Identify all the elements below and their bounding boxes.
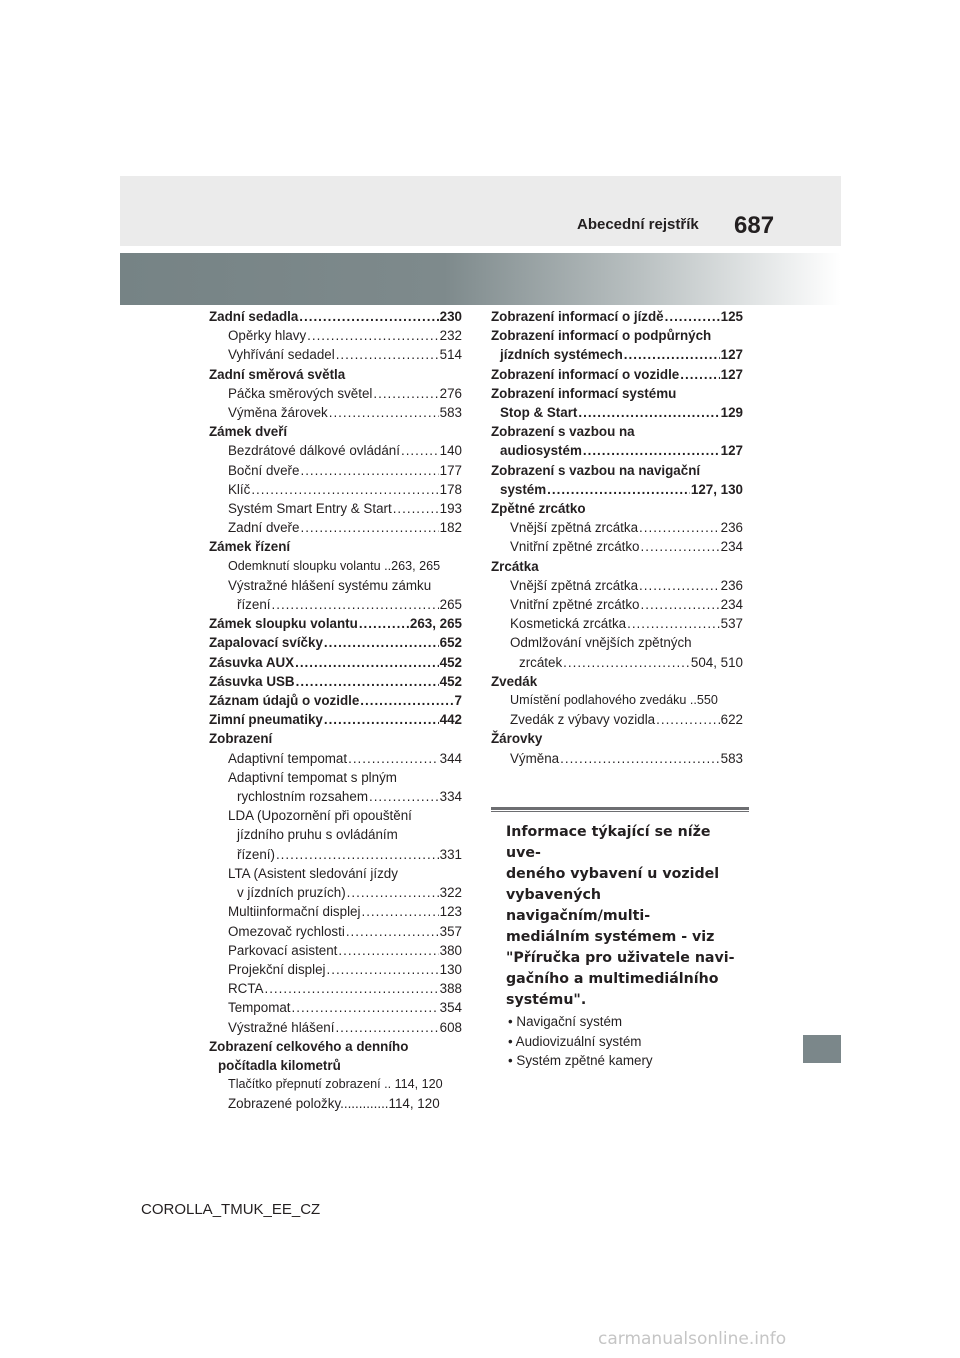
index-entry-label: Omezovač rychlosti bbox=[228, 923, 345, 939]
dot-leader bbox=[665, 307, 720, 326]
index-entry-page: 265 bbox=[439, 597, 462, 613]
index-entry-page: 236 bbox=[720, 520, 743, 536]
dot-leader bbox=[299, 307, 438, 326]
index-entry-page: 380 bbox=[439, 942, 462, 958]
page-number: 687 bbox=[734, 212, 775, 239]
dot-leader bbox=[324, 710, 439, 729]
index-entry-page: 388 bbox=[439, 981, 462, 997]
index-entry bbox=[209, 365, 462, 384]
index-entry bbox=[491, 403, 743, 422]
index-entry bbox=[209, 653, 462, 672]
dot-leader bbox=[360, 691, 453, 710]
index-entry-label: Žárovky bbox=[491, 731, 543, 747]
index-entry-page: 127, 130 bbox=[690, 481, 743, 497]
index-entry-label: Tempomat bbox=[228, 1000, 291, 1016]
index-entry-label: Vnitřní zpětné zrcátko bbox=[510, 539, 640, 555]
index-entry bbox=[209, 710, 462, 729]
index-entry bbox=[491, 345, 743, 364]
index-entry-label: Zadní dveře bbox=[228, 520, 300, 536]
index-entry bbox=[209, 403, 462, 422]
index-entry-label: Zadní směrová světla bbox=[209, 366, 346, 382]
index-entry-page: 193 bbox=[439, 501, 462, 517]
index-entry-page: 127 bbox=[720, 347, 743, 363]
dot-leader bbox=[624, 345, 720, 364]
index-entry-page: 230 bbox=[439, 309, 462, 324]
index-entry-page: 357 bbox=[439, 923, 462, 939]
index-entry bbox=[491, 691, 743, 710]
index-entry-label: Páčka směrových světel bbox=[228, 385, 373, 401]
index-entry-page: 452 bbox=[439, 673, 462, 689]
watermark: carmanualsonline.info bbox=[598, 1329, 787, 1349]
footer-model-code: COROLLA_TMUK_EE_CZ bbox=[141, 1201, 321, 1218]
dot-leader bbox=[393, 499, 439, 518]
index-entry-page: 234 bbox=[720, 539, 743, 555]
dot-leader bbox=[641, 595, 720, 614]
index-entry-page: 263, 265 bbox=[409, 616, 462, 632]
index-entry bbox=[209, 326, 462, 345]
index-entry-label: Stop & Start bbox=[500, 405, 578, 421]
index-entry bbox=[491, 480, 743, 499]
dot-leader bbox=[578, 403, 719, 422]
index-entry-label: Opěrky hlavy bbox=[228, 328, 307, 344]
index-entry bbox=[209, 883, 462, 902]
section-title: Abecední rejstřík bbox=[577, 216, 699, 233]
index-entry-page: 652 bbox=[439, 635, 462, 651]
index-entry-page: 232 bbox=[439, 328, 462, 344]
dot-leader bbox=[272, 595, 439, 614]
index-entry-page: 7 bbox=[454, 693, 462, 709]
index-entry-label: Zobrazené položky.............114, 120 bbox=[228, 1096, 440, 1112]
index-entry-page: 129 bbox=[720, 405, 743, 421]
index-entry-label: Adaptivní tempomat bbox=[228, 750, 348, 766]
index-entry bbox=[209, 922, 462, 941]
notice-divider bbox=[491, 807, 749, 812]
notice-heading-line: "Příručka pro uživatele navi- bbox=[506, 950, 735, 966]
index-entry-label: rychlostním rozsahem bbox=[237, 789, 368, 805]
index-entry-label: Zobrazení celkového a denního bbox=[209, 1038, 409, 1054]
index-entry-label: jízdního pruhu s ovládáním bbox=[237, 827, 398, 843]
index-entry-page: 452 bbox=[439, 654, 462, 670]
index-entry-page: 127 bbox=[720, 443, 743, 459]
dot-leader bbox=[327, 960, 439, 979]
index-entry bbox=[209, 787, 462, 806]
header-band bbox=[120, 176, 841, 246]
index-entry-label: Zobrazení informací o jízdě bbox=[491, 309, 664, 324]
index-entry bbox=[491, 307, 743, 326]
dot-leader bbox=[373, 384, 438, 403]
index-entry-page: 334 bbox=[439, 789, 462, 805]
dot-leader bbox=[292, 998, 439, 1017]
index-entry bbox=[209, 557, 462, 576]
dot-leader bbox=[560, 749, 720, 768]
notice-heading-line: systému". bbox=[506, 992, 587, 1008]
index-entry-label: systém bbox=[500, 481, 547, 497]
index-entry-label: Odemknutí sloupku volantu ..263, 265 bbox=[228, 558, 441, 573]
index-entry-label: Boční dveře bbox=[228, 462, 300, 478]
index-entry-label: Zobrazení informací o vozidle bbox=[491, 366, 680, 382]
index-entry-label: LDA (Upozornění při opouštění bbox=[228, 808, 412, 824]
index-entry-page: 514 bbox=[439, 347, 462, 363]
index-entry bbox=[491, 710, 743, 729]
index-entry-page: 123 bbox=[439, 904, 462, 920]
index-entry-label: Kosmetická zrcátka bbox=[510, 616, 627, 632]
dot-leader bbox=[264, 979, 438, 998]
index-entry bbox=[491, 653, 743, 672]
index-entry-label: Zásuvka USB bbox=[209, 673, 295, 689]
dot-leader bbox=[547, 480, 690, 499]
index-entry bbox=[209, 307, 462, 326]
index-entry bbox=[209, 998, 462, 1017]
index-entry-page: 125 bbox=[720, 309, 743, 324]
index-entry-page: 354 bbox=[439, 1000, 462, 1016]
index-entry bbox=[491, 633, 743, 652]
index-entry-label: Zapalovací svíčky bbox=[209, 635, 323, 651]
index-entry bbox=[209, 979, 462, 998]
index-entry-page: 331 bbox=[439, 846, 462, 862]
dot-leader bbox=[300, 461, 438, 480]
index-entry bbox=[491, 422, 743, 441]
index-entry bbox=[209, 806, 462, 825]
index-entry bbox=[209, 384, 462, 403]
index-entry-label: Výstražné hlášení bbox=[228, 1019, 335, 1035]
index-entry-label: audiosystém bbox=[500, 443, 582, 459]
index-entry bbox=[209, 633, 462, 652]
dot-leader bbox=[324, 633, 439, 652]
dot-leader bbox=[300, 518, 438, 537]
index-entry-label: Zpětné zrcátko bbox=[491, 501, 586, 517]
index-entry-page: 127 bbox=[720, 366, 743, 382]
index-entry bbox=[209, 902, 462, 921]
notice-list-item: • Systém zpětné kamery bbox=[508, 1053, 653, 1068]
index-entry-page: 130 bbox=[439, 961, 462, 977]
index-entry-page: 537 bbox=[720, 616, 743, 632]
dot-leader bbox=[295, 653, 439, 672]
index-entry-page: 234 bbox=[720, 597, 743, 613]
index-entry bbox=[209, 691, 462, 710]
dot-leader bbox=[583, 441, 720, 460]
index-entry bbox=[209, 499, 462, 518]
index-entry-label: Zadní sedadla bbox=[209, 309, 299, 324]
notice-list bbox=[491, 1012, 749, 1071]
index-entry bbox=[209, 729, 462, 748]
index-entry-page: 583 bbox=[439, 405, 462, 421]
index-entry-label: Vyhřívání sedadel bbox=[228, 347, 335, 363]
notice-heading-line: vybavených navigačním/multi- bbox=[506, 887, 651, 924]
index-entry bbox=[209, 941, 462, 960]
index-entry-label: Výměna bbox=[510, 750, 560, 766]
index-entry-label: Klíč bbox=[228, 481, 251, 497]
index-entry bbox=[209, 1037, 462, 1056]
index-entry-label: Umístění podlahového zvedáku ..550 bbox=[510, 693, 718, 708]
index-entry bbox=[209, 845, 462, 864]
dot-leader bbox=[401, 441, 439, 460]
index-entry bbox=[491, 365, 743, 384]
index-entry-label: Zrcátka bbox=[491, 558, 539, 574]
index-entry-page: 140 bbox=[439, 443, 462, 459]
dot-leader bbox=[639, 518, 720, 537]
index-entry-label: Vnější zpětná zrcátka bbox=[510, 520, 639, 536]
index-entry bbox=[491, 326, 743, 345]
index-entry bbox=[209, 864, 462, 883]
dot-leader bbox=[369, 787, 439, 806]
index-entry bbox=[209, 595, 462, 614]
dot-leader bbox=[251, 480, 438, 499]
index-entry bbox=[209, 576, 462, 595]
index-entry-label: Výstražné hlášení systému zámku bbox=[228, 577, 432, 593]
index-entry bbox=[209, 672, 462, 691]
index-entry-label: Zámek dveří bbox=[209, 424, 288, 440]
index-entry bbox=[209, 441, 462, 460]
index-entry-label: Systém Smart Entry & Start bbox=[228, 501, 392, 517]
index-entry bbox=[209, 518, 462, 537]
index-entry bbox=[209, 537, 462, 556]
index-entry-page: 504, 510 bbox=[690, 654, 743, 670]
notice-heading-line: gačního a multimediálního bbox=[506, 971, 719, 987]
index-entry-page: 177 bbox=[439, 462, 462, 478]
index-entry bbox=[491, 499, 743, 518]
index-entry-label: Zobrazení s vazbou na navigační bbox=[491, 462, 701, 478]
index-entry-label: Zámek řízení bbox=[209, 539, 291, 555]
index-entry bbox=[491, 384, 743, 403]
notice-heading-line: deného vybavení u vozidel bbox=[506, 866, 720, 882]
index-entry bbox=[209, 1075, 462, 1094]
dot-leader bbox=[627, 614, 720, 633]
index-entry-label: Adaptivní tempomat s plným bbox=[228, 769, 397, 785]
notice-box bbox=[491, 807, 749, 1071]
index-entry bbox=[209, 1056, 462, 1075]
notice-heading bbox=[491, 822, 749, 1011]
index-entry bbox=[209, 480, 462, 499]
index-entry-label: Zobrazení informací o podpůrných bbox=[491, 328, 712, 344]
dot-leader bbox=[346, 922, 439, 941]
notice-heading-line: mediálním systémem - viz bbox=[506, 929, 715, 945]
index-entry bbox=[491, 518, 743, 537]
dot-leader bbox=[680, 365, 719, 384]
index-entry bbox=[491, 557, 743, 576]
index-entry-label: Zobrazení bbox=[209, 731, 273, 747]
index-entry bbox=[491, 729, 743, 748]
index-entry bbox=[491, 749, 743, 768]
dot-leader bbox=[336, 345, 439, 364]
index-entry bbox=[209, 422, 462, 441]
index-entry-label: Výměna žárovek bbox=[228, 405, 328, 421]
index-entry-label: jízdních systémech bbox=[500, 347, 623, 363]
dot-leader bbox=[307, 326, 439, 345]
notice-heading-line: Informace týkající se níže uve- bbox=[506, 824, 711, 861]
index-entry-label: řízení bbox=[237, 597, 271, 613]
index-entry-page: 178 bbox=[439, 481, 462, 497]
index-entry bbox=[209, 1018, 462, 1037]
index-entry-label: Tlačítko přepnutí zobrazení .. 114, 120 bbox=[228, 1077, 443, 1092]
index-entry-label: Zámek sloupku volantu bbox=[209, 616, 358, 632]
dot-leader bbox=[563, 653, 690, 672]
index-entry-page: 622 bbox=[720, 712, 743, 728]
dot-leader bbox=[276, 845, 439, 864]
index-entry-label: Zvedák z výbavy vozidla bbox=[510, 712, 656, 728]
index-entry-label: zrcátek bbox=[519, 654, 563, 670]
index-entry-label: Zobrazení s vazbou na bbox=[491, 424, 635, 440]
dot-leader bbox=[639, 576, 720, 595]
index-entry-page: 182 bbox=[439, 520, 462, 536]
index-entry-page: 583 bbox=[720, 750, 743, 766]
index-entry-label: Parkovací asistent bbox=[228, 942, 338, 958]
index-entry-label: Zimní pneumatiky bbox=[209, 712, 323, 728]
index-entry-label: Zobrazení informací systému bbox=[491, 385, 677, 401]
index-entry-label: Zásuvka AUX bbox=[209, 654, 295, 670]
index-entry-label: v jízdních pruzích) bbox=[237, 885, 346, 901]
dot-leader bbox=[656, 710, 720, 729]
index-entry bbox=[491, 672, 743, 691]
index-entry-page: 442 bbox=[439, 712, 462, 728]
decorative-gradient-band bbox=[120, 253, 841, 305]
index-entry-label: Zvedák bbox=[491, 673, 538, 689]
index-entry bbox=[491, 576, 743, 595]
notice-list-item: • Audiovizuální systém bbox=[508, 1033, 642, 1049]
dot-leader bbox=[347, 883, 439, 902]
index-entry bbox=[209, 345, 462, 364]
index-entry-page: 276 bbox=[439, 385, 462, 401]
index-entry-label: počítadla kilometrů bbox=[218, 1057, 341, 1073]
index-entry bbox=[491, 595, 743, 614]
index-entry-label: Odmlžování vnějších zpětných bbox=[510, 635, 692, 651]
notice-list-item: • Navigační systém bbox=[508, 1014, 623, 1029]
index-entry bbox=[209, 749, 462, 768]
index-entry bbox=[491, 537, 743, 556]
index-entry bbox=[209, 614, 462, 633]
dot-leader bbox=[329, 403, 439, 422]
dot-leader bbox=[338, 941, 438, 960]
dot-leader bbox=[296, 672, 439, 691]
index-entry-label: Záznam údajů o vozidle bbox=[209, 693, 360, 709]
index-column-left bbox=[209, 307, 462, 1114]
index-entry-page: 344 bbox=[439, 750, 462, 766]
index-entry-label: Vnitřní zpětné zrcátko bbox=[510, 597, 640, 613]
index-entry bbox=[491, 461, 743, 480]
index-entry bbox=[209, 768, 462, 787]
index-entry-page: 608 bbox=[439, 1019, 462, 1035]
index-entry bbox=[491, 441, 743, 460]
index-entry bbox=[209, 1094, 462, 1113]
index-entry-label: LTA (Asistent sledování jízdy bbox=[228, 865, 398, 881]
index-column-right bbox=[491, 307, 743, 768]
index-entry-label: Multiinformační displej bbox=[228, 904, 361, 920]
index-entry bbox=[209, 825, 462, 844]
index-entry-label: řízení) bbox=[237, 846, 275, 862]
chapter-tab-marker bbox=[803, 1035, 841, 1063]
index-entry bbox=[209, 461, 462, 480]
dot-leader bbox=[335, 1018, 438, 1037]
dot-leader bbox=[359, 614, 409, 633]
index-entry bbox=[491, 614, 743, 633]
index-entry-label: Projekční displej bbox=[228, 961, 326, 977]
index-entry-page: 236 bbox=[720, 577, 743, 593]
index-entry bbox=[209, 960, 462, 979]
index-entry-label: RCTA bbox=[228, 981, 264, 997]
index-entry-label: Vnější zpětná zrcátka bbox=[510, 577, 639, 593]
dot-leader bbox=[348, 749, 439, 768]
index-entry-label: Bezdrátové dálkové ovládání bbox=[228, 443, 400, 459]
index-entry-page: 322 bbox=[439, 885, 462, 901]
dot-leader bbox=[641, 537, 720, 556]
dot-leader bbox=[361, 902, 438, 921]
